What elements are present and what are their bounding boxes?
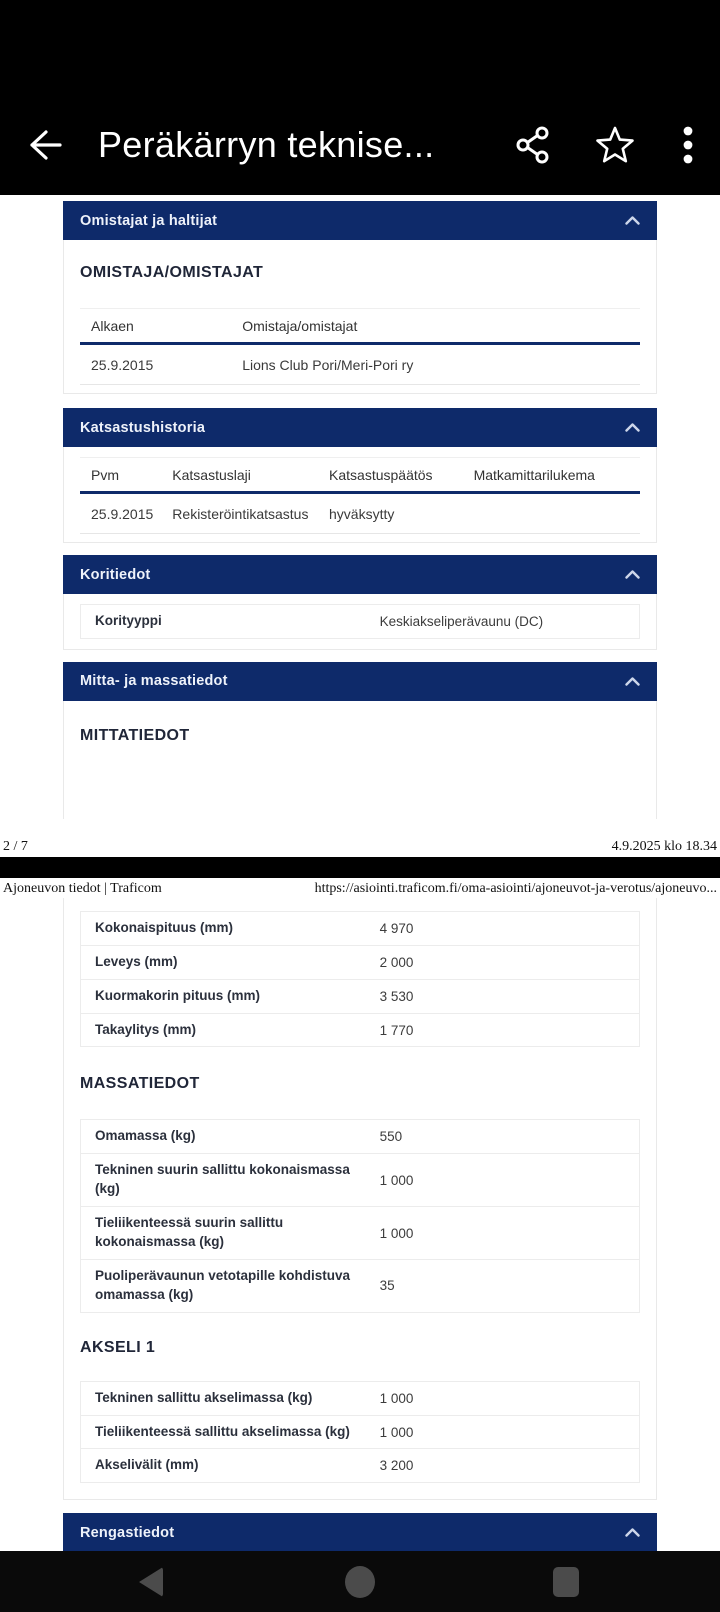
print-doc-title: Ajoneuvon tiedot | Traficom (3, 880, 162, 896)
section-header-inspections[interactable] (63, 408, 657, 447)
owners-col-alkaen: Alkaen (80, 309, 231, 344)
def-label: Tekninen sallittu akselimassa (kg) (95, 1389, 313, 1405)
section-header-mitta-label: Mitta- ja massatiedot (80, 673, 228, 690)
def-row (81, 945, 640, 979)
mittatiedot-table (80, 911, 640, 1048)
page-indicator: 2 / 7 (3, 838, 28, 854)
def-value: 35 (366, 1259, 640, 1312)
def-label: Tekninen suurin sallittu kokonaismassa (kg) (81, 1154, 366, 1207)
def-row (81, 1207, 640, 1260)
section-header-owners-label: Omistajat ja haltijat (80, 212, 218, 229)
korityyppi-value: Keskiakseliperävaunu (DC) (379, 613, 544, 629)
overflow-menu-button[interactable] (656, 125, 720, 165)
def-row (81, 605, 640, 639)
inspections-table-header-row (80, 458, 640, 493)
section-body-mitta-continued (63, 898, 657, 1500)
chevron-up-icon (625, 216, 640, 225)
section-owners (63, 201, 657, 394)
print-footer (0, 839, 720, 855)
inspections-col-paatos: Katsastuspäätös (318, 458, 463, 493)
akseli1-heading: AKSELI 1 (80, 1338, 156, 1356)
more-vert-icon (683, 125, 693, 165)
nav-home-button[interactable] (330, 1551, 390, 1612)
share-icon (515, 125, 551, 165)
nav-back-icon (139, 1567, 163, 1597)
bookmark-button[interactable] (574, 125, 656, 165)
def-row (81, 1013, 640, 1047)
def-value: 1 000 (366, 1207, 640, 1260)
def-label: Kokonaispituus (mm) (95, 919, 234, 935)
section-body-mitta (63, 701, 657, 819)
section-header-rengastiedot[interactable] (63, 1513, 657, 1552)
def-value: 1 000 (366, 1415, 640, 1449)
section-header-mitta[interactable] (63, 662, 657, 701)
owner-start-date: 25.9.2015 (80, 344, 231, 385)
def-label: Akselivälit (mm) (81, 1449, 366, 1483)
section-header-inspections-label: Katsastushistoria (80, 419, 206, 436)
nav-back-button[interactable] (121, 1551, 181, 1612)
document-title: Peräkärryn teknise... (98, 124, 435, 165)
def-row (81, 1449, 640, 1483)
section-body-koritiedot (63, 594, 657, 650)
def-value: 4 970 (379, 920, 414, 936)
section-header-rengastiedot-label: Rengastiedot (80, 1524, 175, 1541)
star-outline-icon (594, 125, 636, 165)
print-header (0, 878, 720, 897)
section-header-koritiedot[interactable] (63, 555, 657, 594)
android-nav-bar (0, 1551, 720, 1612)
def-row (81, 1381, 640, 1415)
owners-heading: OMISTAJA/OMISTAJAT (80, 264, 264, 281)
page-break-bar (0, 857, 720, 878)
chevron-up-icon (625, 677, 640, 686)
massatiedot-heading: MASSATIEDOT (80, 1075, 200, 1093)
print-timestamp: 4.9.2025 klo 18.34 (611, 838, 717, 854)
pdf-viewport[interactable] (0, 195, 720, 1552)
chevron-up-icon (625, 1528, 640, 1537)
mittatiedot-heading: MITTATIEDOT (80, 726, 190, 744)
def-label: Omamassa (kg) (95, 1128, 196, 1144)
inspection-date: 25.9.2015 (80, 493, 161, 534)
owners-table-header-row (80, 309, 640, 344)
section-body-owners (63, 240, 657, 394)
def-label: Tieliikenteessä sallittu akselimassa (kg) (81, 1415, 366, 1449)
def-row (81, 911, 640, 945)
inspection-odometer (463, 493, 640, 534)
def-label: Leveys (mm) (81, 945, 366, 979)
def-value: 550 (379, 1129, 403, 1145)
inspection-decision: hyväksytty (318, 493, 463, 534)
section-inspections (63, 408, 657, 543)
def-label: Tieliikenteessä suurin sallittu kokonaismassa (kg) (81, 1207, 366, 1260)
print-url: https://asiointi.traficom.fi/oma-asiointi/ajoneuvot-ja-verotus/ajoneuvo... (314, 880, 717, 896)
akseli1-table (80, 1381, 640, 1484)
def-value: 2 000 (366, 945, 640, 979)
section-body-inspections (63, 447, 657, 543)
owners-table (80, 308, 640, 385)
inspections-table (80, 457, 640, 534)
inspections-col-pvm: Pvm (80, 458, 161, 493)
def-row (81, 1415, 640, 1449)
section-body-info (63, 555, 657, 650)
back-button[interactable] (0, 128, 86, 162)
koritiedot-table (80, 604, 640, 639)
inspections-col-lukema: Matkamittarilukema (463, 458, 640, 493)
def-value: 1 770 (366, 1013, 640, 1047)
korityyppi-label: Korityyppi (95, 613, 162, 628)
def-label: Takaylitys (mm) (81, 1013, 366, 1047)
massatiedot-table (80, 1119, 640, 1312)
inspections-table-row (80, 493, 640, 534)
inspections-col-laji: Katsastuslaji (161, 458, 318, 493)
def-value: 1 000 (366, 1154, 640, 1207)
section-header-owners[interactable] (63, 201, 657, 240)
owners-col-omistaja: Omistaja/omistajat (231, 309, 640, 344)
def-label: Kuormakorin pituus (mm) (81, 979, 366, 1013)
app-bar (0, 0, 720, 195)
def-label: Puoliperävaunun vetotapille kohdistuva omamassa (kg) (81, 1259, 366, 1312)
owner-name: Lions Club Pori/Meri-Pori ry (231, 344, 640, 385)
def-row (81, 1259, 640, 1312)
def-row (81, 979, 640, 1013)
arrow-left-icon (24, 128, 62, 162)
def-value: 3 530 (366, 979, 640, 1013)
section-header-koritiedot-label: Koritiedot (80, 566, 151, 583)
inspection-type: Rekisteröintikatsastus (161, 493, 318, 534)
nav-recents-button[interactable] (536, 1551, 596, 1612)
nav-home-icon (345, 1566, 375, 1598)
def-value: 3 200 (366, 1449, 640, 1483)
owners-table-row (80, 344, 640, 385)
nav-recents-icon (553, 1567, 579, 1597)
section-tires (63, 1513, 657, 1552)
chevron-up-icon (625, 423, 640, 432)
chevron-up-icon (625, 570, 640, 579)
def-value: 1 000 (379, 1390, 414, 1406)
def-row (81, 1120, 640, 1154)
share-button[interactable] (492, 125, 574, 165)
section-dimensions (63, 662, 657, 819)
def-row (81, 1154, 640, 1207)
